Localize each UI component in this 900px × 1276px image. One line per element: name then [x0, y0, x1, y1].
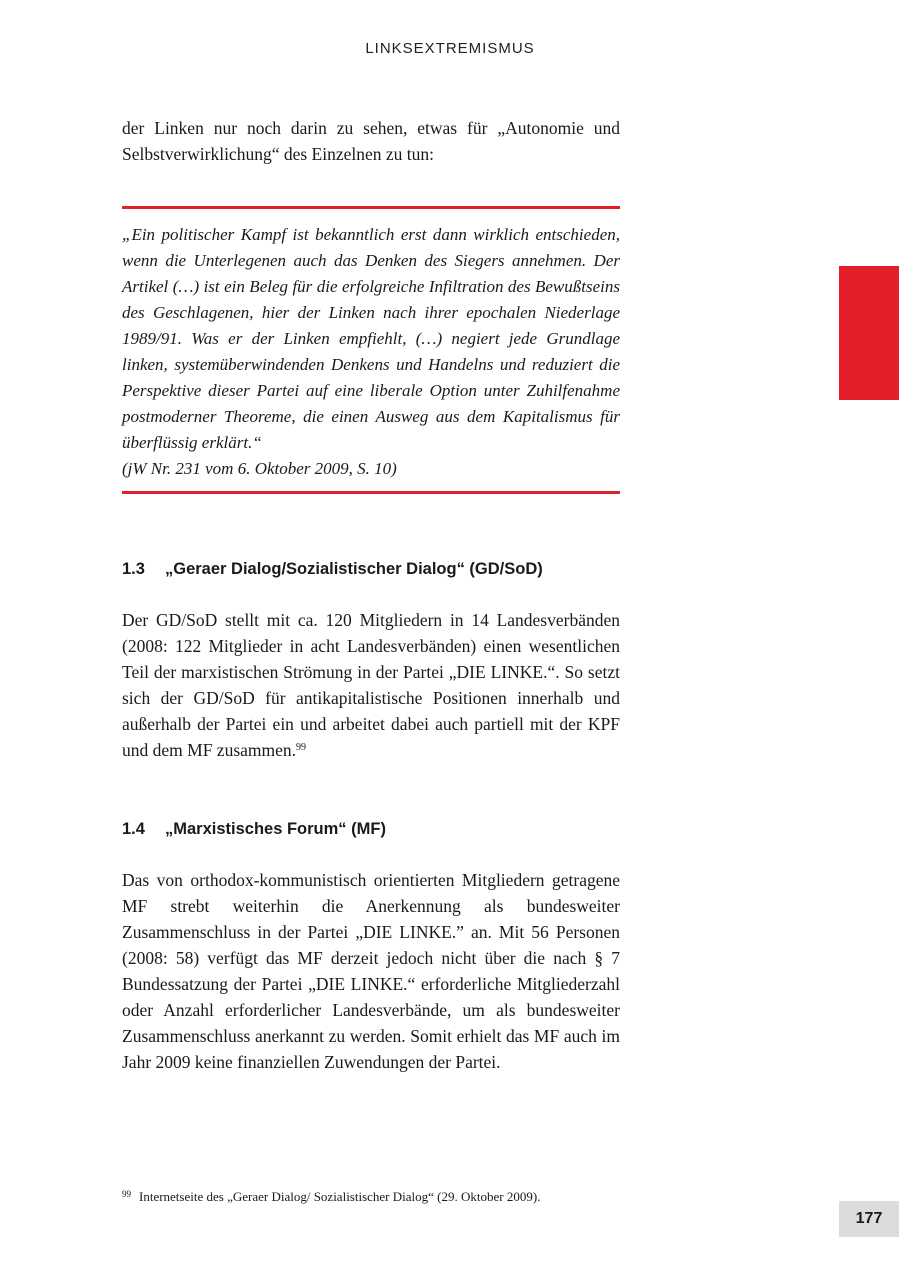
quote-text: „Ein politischer Kampf ist bekanntlich erst dann wirklich entschieden, wenn die Unterlegenen auch das Denken des Siegers annehmen. Der Artikel (…) ist ein Beleg für die erfolgreiche Infiltration des Bewußtseins des Geschlagenen, hier der Linken nach ihrer epochalen Niederlage 1989/91. Was er der Linken empfiehlt, (…) negiert jede Grundlage linken, systemüberwindenden Denkens und Handelns und reduziert die Perspektive dieser Partei auf eine liberale Option unter Zuhilfenahme postmoderner Theoreme, die einen Ausweg aus dem Kapitalismus für überflüssig erklärt.“ — [122, 225, 620, 452]
section-title: „Marxistisches Forum“ (MF) — [165, 820, 386, 838]
paragraph-text: Der GD/SoD stellt mit ca. 120 Mitgliedern in 14 Landesverbänden (2008: 122 Mitglieder in acht Landesverbänden) einen wesentlichen Teil der marxistischen Strömung in der Partei „DIE LINKE.“. So setzt sich der GD/SoD für antikapitalistische Positionen innerhalb und außerhalb der Partei ein und arbeitet dabei auch partiell mit der KPF und dem MF zusammen. — [122, 610, 620, 760]
section-number: 1.3 — [122, 560, 145, 578]
footnote-text: Internetseite des „Geraer Dialog/ Sozialistischer Dialog“ (29. Oktober 2009). — [139, 1189, 541, 1204]
footnote-number: 99 — [122, 1189, 131, 1199]
intro-paragraph: der Linken nur noch darin zu sehen, etwas für „Autonomie und Selbstverwirklichung“ des Einzelnen zu tun: — [122, 118, 620, 164]
section-heading-1-4 — [122, 818, 722, 840]
footnote — [122, 1185, 722, 1206]
section-number: 1.4 — [122, 820, 145, 838]
chapter-tab-marker — [839, 266, 899, 400]
page-number — [839, 1201, 899, 1237]
section-1-3-paragraph — [122, 607, 620, 763]
section-title: „Geraer Dialog/Sozialistischer Dialog“ (GD/SoD) — [165, 560, 543, 578]
section-heading-1-3 — [122, 558, 722, 580]
section-1-4-paragraph: Das von orthodox-kommunistisch orientierten Mitgliedern getragene MF strebt weiterhin die Anerkennung als bundesweiter Zusammenschluss in der Partei „DIE LINKE.” an. Mit 56 Personen (2008: 58) verfügt das MF derzeit jedoch nicht über die nach § 7 Bundessatzung der Partei „DIE LINKE.“ erforderliche Mitgliederzahl oder Anzahl erforderlicher Landesverbände, um als bundesweiter Zusammenschluss anerkannt zu werden. Somit erhielt das MF auch im Jahr 2009 keine finanziellen Zuwendungen der Partei. — [122, 870, 620, 1072]
running-head: LINKSEXTREMISMUS — [365, 40, 535, 57]
quote-source: (jW Nr. 231 vom 6. Oktober 2009, S. 10) — [122, 459, 397, 478]
block-quote — [122, 206, 620, 494]
page-number-label: 177 — [855, 1210, 883, 1227]
footnote-reference[interactable]: 99 — [296, 742, 307, 753]
